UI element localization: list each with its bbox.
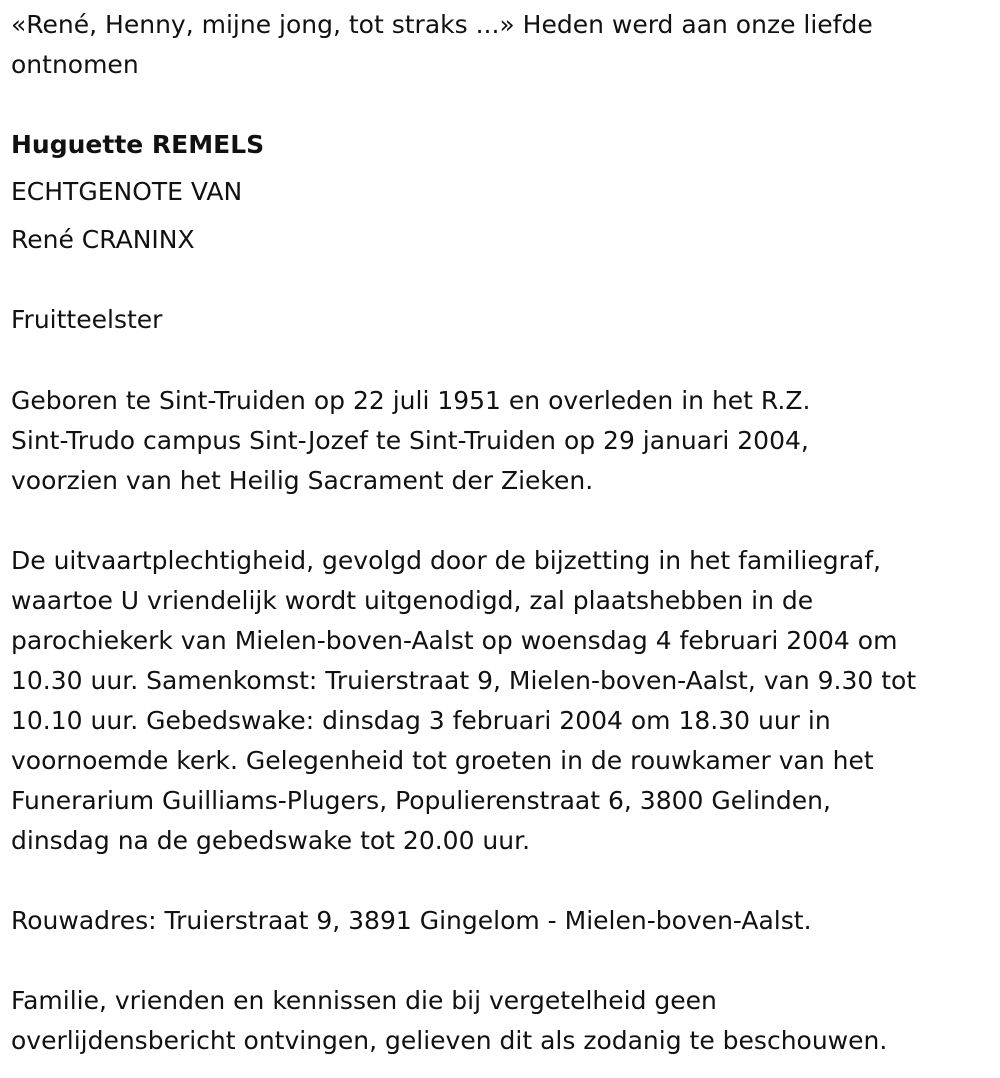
ceremony-line-2: waartoe U vriendelijk wordt uitgenodigd, zal plaatshebben in de	[11, 586, 814, 615]
ceremony-line-5: 10.10 uur. Gebedswake: dinsdag 3 februari 2004 om 18.30 uur in	[11, 706, 831, 735]
ceremony-line-6: voornoemde kerk. Gelegenheid tot groeten in de rouwkamer van het	[11, 746, 874, 775]
closing-line-2: overlijdensbericht ontvingen, gelieven dit als zodanig te beschouwen.	[11, 1026, 888, 1055]
relation-label: ECHTGENOTE VAN	[11, 177, 243, 206]
ceremony-line-7: Funerarium Guilliams-Plugers, Populierenstraat 6, 3800 Gelinden,	[11, 786, 831, 815]
ceremony-line-4: 10.30 uur. Samenkomst: Truierstraat 9, Mielen-boven-Aalst, van 9.30 tot	[11, 666, 917, 695]
mourning-address: Rouwadres: Truierstraat 9, 3891 Gingelom - Mielen-boven-Aalst.	[11, 906, 812, 935]
intro-line-1: «René, Henny, mijne jong, tot straks ...» Heden werd aan onze liefde	[11, 10, 873, 39]
ceremony-line-8: dinsdag na de gebedswake tot 20.00 uur.	[11, 826, 531, 855]
intro-line-2: ontnomen	[11, 50, 139, 79]
occupation: Fruitteelster	[11, 305, 163, 334]
deceased-name: Huguette REMELS	[11, 130, 265, 159]
ceremony-line-3: parochiekerk van Mielen-boven-Aalst op woensdag 4 februari 2004 om	[11, 626, 898, 655]
closing-line-1: Familie, vrienden en kennissen die bij vergetelheid geen	[11, 986, 717, 1015]
ceremony-line-1: De uitvaartplechtigheid, gevolgd door de bijzetting in het familiegraf,	[11, 546, 881, 575]
spouse-name: René CRANINX	[11, 225, 195, 254]
birth-death-line-1: Geboren te Sint-Truiden op 22 juli 1951 en overleden in het R.Z.	[11, 386, 811, 415]
birth-death-line-3: voorzien van het Heilig Sacrament der Zieken.	[11, 466, 594, 495]
birth-death-line-2: Sint-Trudo campus Sint-Jozef te Sint-Truiden op 29 januari 2004,	[11, 426, 809, 455]
